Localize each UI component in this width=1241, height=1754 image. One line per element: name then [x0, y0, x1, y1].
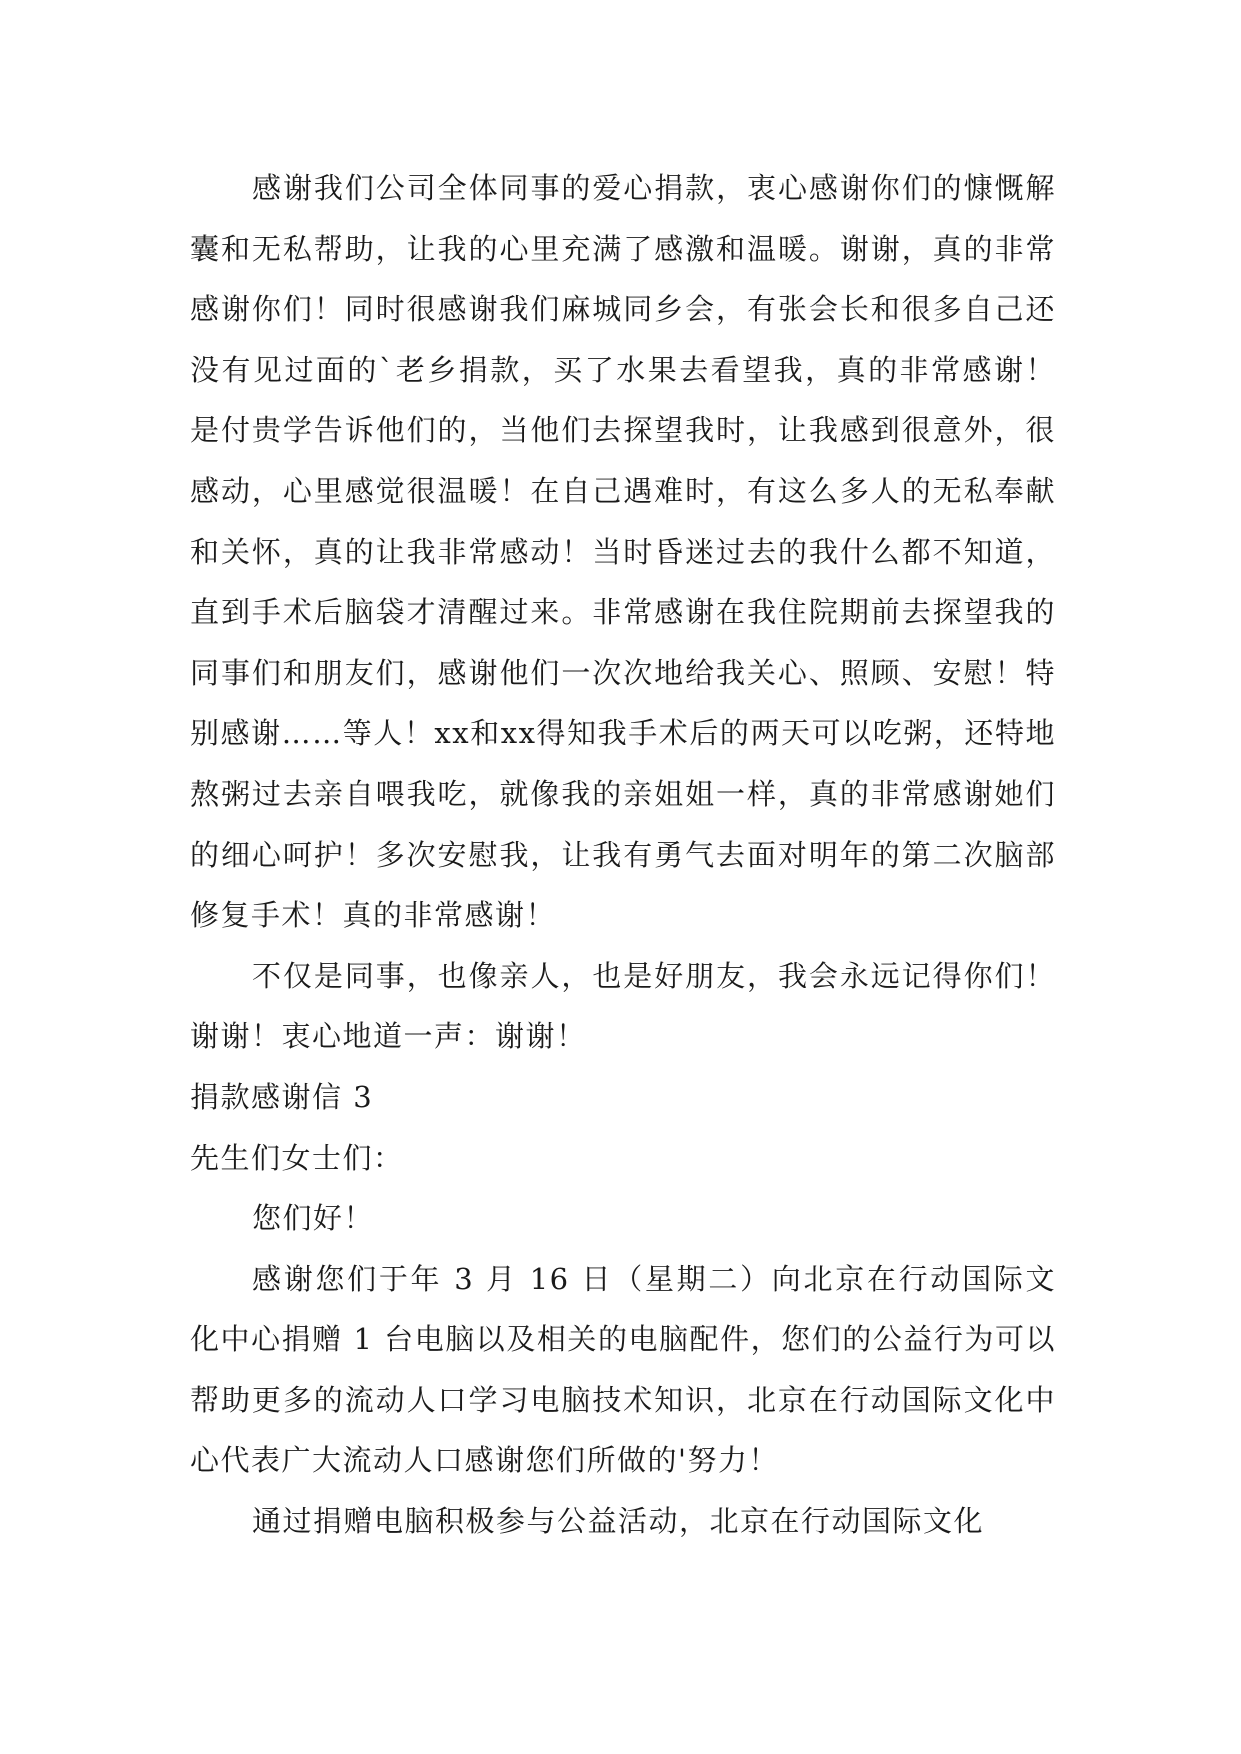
- paragraph-closing-thanks: 不仅是同事，也像亲人，也是好朋友，我会永远记得你们！谢谢！衷心地道一声：谢谢！: [190, 958, 1056, 1054]
- salutation: 先生们女士们：: [190, 1140, 404, 1175]
- letter-title: 捐款感谢信 3: [190, 1079, 374, 1114]
- greeting: 您们好！: [252, 1201, 375, 1236]
- paragraph-public-welfare: 通过捐赠电脑积极参与公益活动，北京在行动国际文化: [252, 1504, 985, 1539]
- document-body: [190, 158, 1056, 1552]
- paragraph-donation-thanks: 感谢您们于年 3 月 16 日（星期二）向北京在行动国际文化中心捐赠 1 台电脑以及相关的电脑配件，您们的公益行为可以帮助更多的流动人口学习电脑技术知识，北京在行动国际文化中心代表广大流动人口感谢您们所做的'努力！: [190, 1261, 1056, 1478]
- paragraph-thanks-colleagues: 感谢我们公司全体同事的爱心捐款，衷心感谢你们的慷慨解囊和无私帮助，让我的心里充满了感激和温暖。谢谢，真的非常感谢你们！同时很感谢我们麻城同乡会，有张会长和很多自己还没有见过面的`老乡捐款，买了水果去看望我，真的非常感谢！是付贵学告诉他们的，当他们去探望我时，让我感到很意外，很感动，心里感觉很温暖！在自己遇难时，有这么多人的无私奉献和关怀，真的让我非常感动！当时昏迷过去的我什么都不知道，直到手术后脑袋才清醒过来。非常感谢在我住院期前去探望我的同事们和朋友们，感谢他们一次次地给我关心、照顾、安慰！特别感谢……等人！xx和xx得知我手术后的两天可以吃粥，还特地熬粥过去亲自喂我吃，就像我的亲姐姐一样，真的非常感谢她们的细心呵护！多次安慰我，让我有勇气去面对明年的第二次脑部修复手术！真的非常感谢！: [190, 171, 1056, 933]
